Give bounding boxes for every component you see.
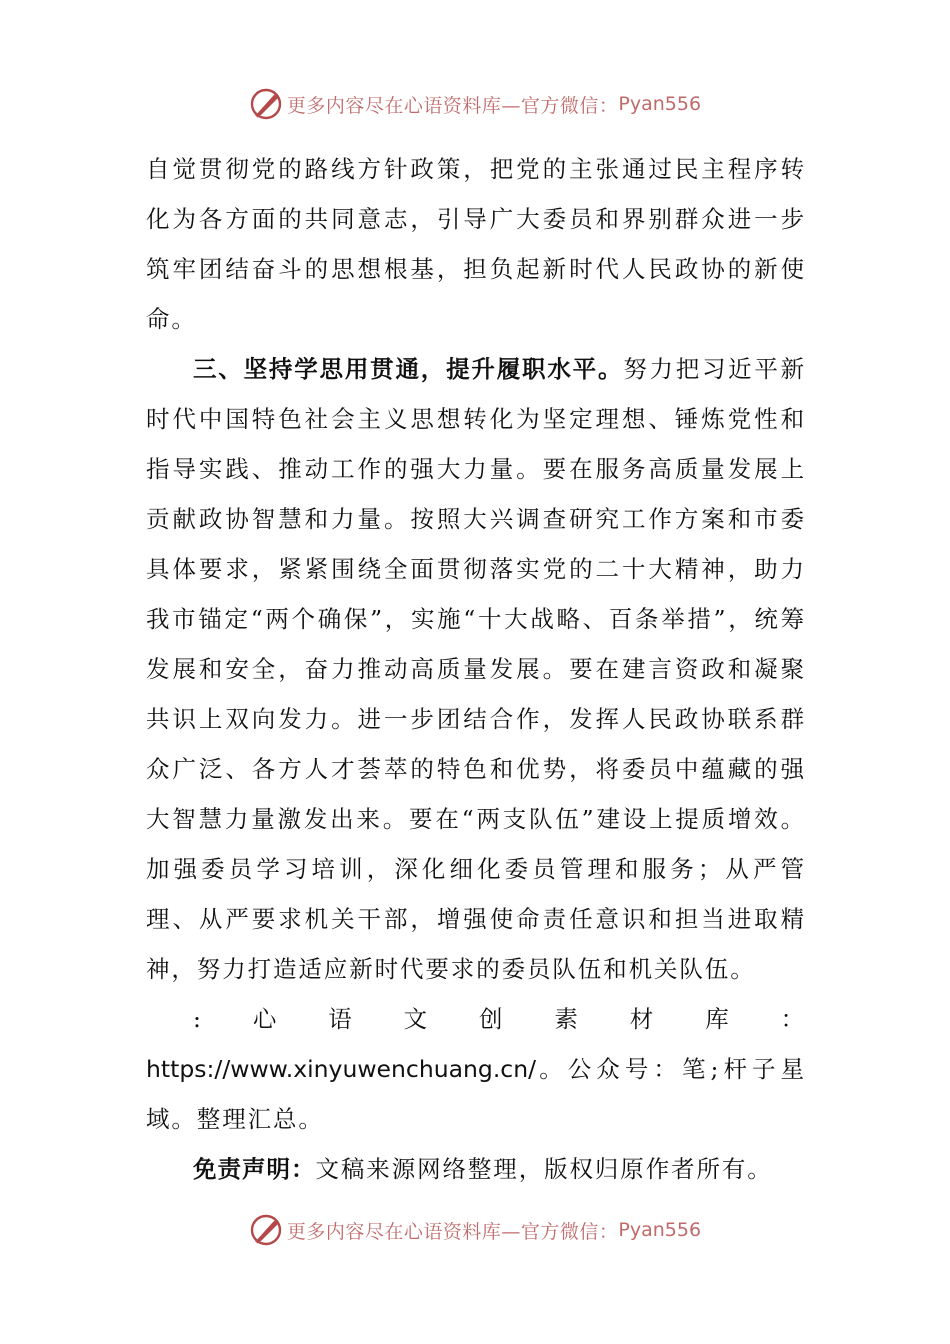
quill-logo-icon: [249, 87, 283, 121]
section-three-paragraph: [146, 344, 806, 994]
disclaimer-text: 文稿来源网络整理，版权归原作者所有。: [315, 1155, 773, 1183]
banner-text: 更多内容尽在心语资料库—官方微信：: [286, 1220, 619, 1243]
section-heading: 三、坚持学思用贯通，提升履职水平。: [193, 355, 624, 383]
section-body: 努力把习近平新时代中国特色社会主义思想转化为坚定理想、锤炼党性和指导实践、推动工作的强大力量。要在服务高质量发展上贡献政协智慧和力量。按照大兴调查研究工作方案和市委具体要求，紧紧围绕全面贯彻落实党的二十大精神，助力我市锚定“两个确保”，实施“十大战略、百条举措”，统筹发展和安全，奋力推动高质量发展。要在建言资政和凝聚共识上双向发力。进一步团结合作，发挥人民政协联系群众广泛、各方人才荟萃的特色和优势，将委员中蕴藏的强大智慧力量激发出来。要在“两支队伍”建设上提质增效。加强委员学习培训，深化细化委员管理和服务；从严管理、从严要求机关干部，增强使命责任意识和担当进取精神，努力打造适应新时代要求的委员队伍和机关队伍。: [146, 355, 806, 983]
paragraph: 自觉贯彻党的路线方针政策，把党的主张通过民主程序转化为各方面的共同意志，引导广大委员和界别群众进一步筑牢团结奋斗的思想根基，担负起新时代人民政协的新使命。: [146, 155, 806, 333]
source-url[interactable]: https://www.xinyuwenchuang.cn/: [146, 1055, 537, 1083]
disclaimer: [146, 1144, 806, 1194]
disclaimer-label: 免责声明：: [193, 1155, 316, 1183]
banner-wechat-id: Pyan556: [618, 1219, 702, 1241]
banner-wechat-id: Pyan556: [618, 93, 702, 115]
quill-logo-icon: [249, 1213, 283, 1247]
footer-banner: [0, 1210, 950, 1250]
source-note: [146, 994, 806, 1144]
banner-text: 更多内容尽在心语资料库—官方微信：: [286, 94, 619, 117]
header-banner: [0, 84, 950, 124]
source-prefix: :心语文创素材库：: [193, 1005, 806, 1033]
source-suffix: 。公众号：笔;杆子星域。整理汇总。: [146, 1055, 806, 1133]
document-body: [146, 144, 806, 1194]
